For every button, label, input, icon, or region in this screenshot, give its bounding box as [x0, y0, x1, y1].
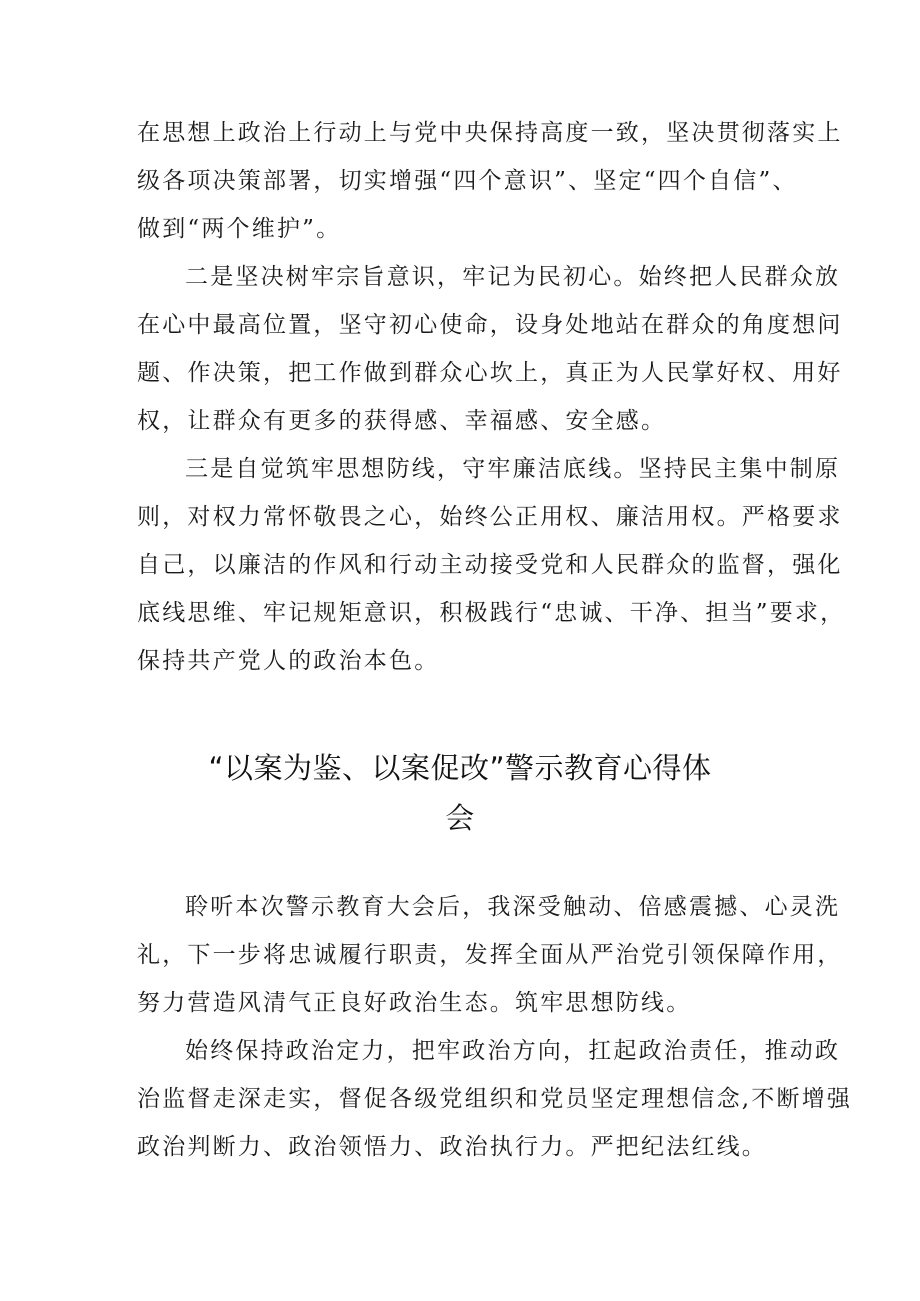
- text-line: 保持共产党人的政治本色。: [137, 648, 440, 674]
- text-line: 在思想上政治上行动上与党中央保持高度一致，坚决贯彻落实上: [137, 120, 843, 146]
- paragraph-point-two: [137, 253, 843, 445]
- text-line: 级各项决策部署，切实增强“四个意识”、坚定“四个自信”、: [137, 168, 798, 194]
- paragraph-continuation: [137, 109, 843, 253]
- text-line: 礼，下一步将忠诚履行职责，发挥全面从严治党引领保障作用，: [137, 942, 843, 968]
- article-title: [120, 743, 800, 843]
- text-line: 自己，以廉洁的作风和行动主动接受党和人民群众的监督，强化: [137, 552, 843, 578]
- text-line: 治监督走深走实，督促各级党组织和党员坚定理想信念,不断增强: [137, 1086, 853, 1112]
- text-line: 底线思维、牢记规矩意识，积极践行“忠诚、干净、担当”要求，: [137, 600, 846, 626]
- text-line: 聆听本次警示教育大会后，我深受触动、倍感震撼、心灵洗: [185, 894, 841, 920]
- article-title-line: 会: [445, 801, 475, 835]
- text-line: 权，让群众有更多的获得感、幸福感、安全感。: [137, 408, 667, 434]
- article-title-line: “以案为鉴、以案促改”警示教育心得体: [208, 751, 712, 785]
- text-line: 在心中最高位置，坚守初心使命，设身处地站在群众的角度想问: [137, 312, 843, 338]
- text-line: 政治判断力、政治领悟力、政治执行力。严把纪法红线。: [137, 1134, 767, 1160]
- text-line: 做到“两个维护”。: [137, 216, 342, 242]
- paragraph-political-stance: [137, 1027, 853, 1171]
- text-line: 则，对权力常怀敬畏之心，始终公正用权、廉洁用权。严格要求: [137, 504, 843, 530]
- paragraph-point-three: [137, 445, 846, 685]
- paragraph-intro: [137, 883, 843, 1027]
- text-line: 二是坚决树牢宗旨意识，牢记为民初心。始终把人民群众放: [185, 264, 841, 290]
- top-section: [137, 109, 846, 685]
- text-line: 始终保持政治定力，把牢政治方向，扛起政治责任，推动政: [185, 1038, 841, 1064]
- text-line: 努力营造风清气正良好政治生态。筑牢思想防线。: [137, 990, 692, 1016]
- text-line: 题、作决策，把工作做到群众心坎上，真正为人民掌好权、用好: [137, 360, 843, 386]
- text-line: 三是自觉筑牢思想防线，守牢廉洁底线。坚持民主集中制原: [185, 456, 841, 482]
- bottom-section: [137, 883, 853, 1171]
